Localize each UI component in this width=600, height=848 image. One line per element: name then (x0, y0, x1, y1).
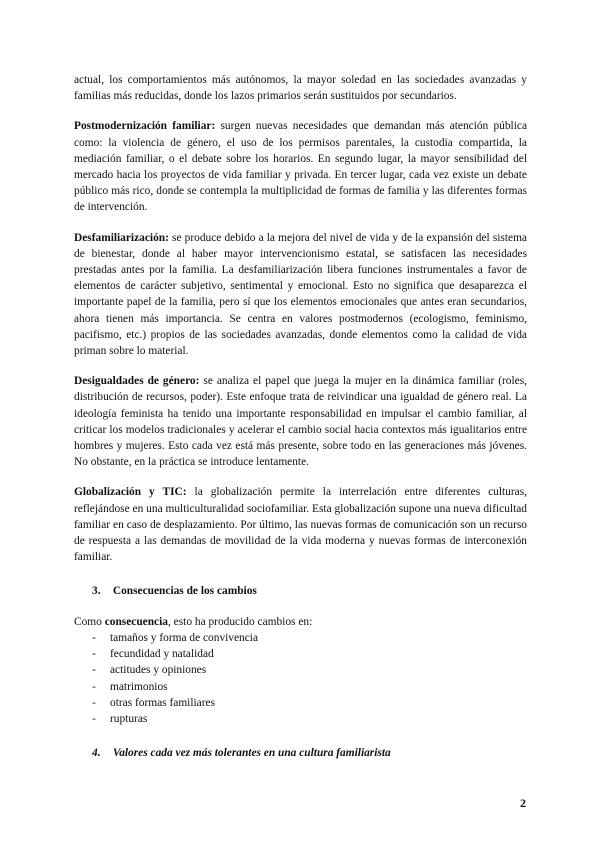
lead-text-after: , esto ha producido cambios en: (167, 615, 313, 628)
section-heading-4 (92, 745, 527, 761)
paragraph-desfamiliarizacion (74, 230, 527, 360)
page-number: 2 (520, 796, 526, 810)
page-body (74, 72, 527, 761)
term-globalizacion: Globalización y TIC: (74, 486, 187, 499)
list-item: - tamaños y forma de convivencia (74, 630, 527, 646)
term-postmodernizacion: Postmodernización familiar: (74, 120, 216, 133)
paragraph-desigualdades (74, 373, 527, 470)
text-postmodernizacion: surgen nuevas necesidades que demandan más atención pública como: la violencia de género, el uso de los permisos parentales, la custodia compartida, la mediación familiar, o el debate sobre los horarios. En segundo lugar, la mayor sensibilidad del mercado hacia los proyectos de vida familiar y privada. En tercer lugar, cada vez existe un debate público más rico, donde se contempla la multiplicidad de formas de familia y las diferentes formas de intervención. (74, 120, 528, 214)
paragraph-globalizacion (74, 484, 527, 565)
list-item: - fecundidad y natalidad (74, 646, 527, 662)
consequences-lead (74, 614, 527, 630)
consequences-list (74, 630, 527, 727)
section-heading-3 (92, 583, 527, 599)
section-title-4: Valores cada vez más tolerantes en una cultura familiarista (112, 747, 391, 760)
list-item: - matrimonios (74, 679, 527, 695)
list-item: - actitudes y opiniones (74, 662, 527, 678)
section-title-3: Consecuencias de los cambios (112, 585, 257, 598)
section-number-3: 3. (92, 585, 101, 598)
text-globalizacion: la globalización permite la interrelación entre diferentes culturas, reflejándose en una multiculturalidad sociofamiliar. Esta globalización supone una nueva dificultad familiar en caso de desplazamiento. Por último, las nuevas formas de comunicación son un recurso de respuesta a las demandas de movilidad de la vida moderna y nuevas formas de interconexión familiar. (74, 486, 527, 564)
section-number-4: 4. (92, 747, 101, 760)
list-item: - otras formas familiares (74, 695, 527, 711)
term-desfamiliarizacion: Desfamiliarización: (74, 231, 169, 244)
list-item: - rupturas (74, 711, 527, 727)
intro-paragraph: actual, los comportamientos más autónomos, la mayor soledad en las sociedades avanzadas y familias más reducidas, donde los lazos primarios serán sustituidos por secundarios. (74, 74, 527, 103)
text-desigualdades: se analiza el papel que juega la mujer en la dinámica familiar (roles, distribución de recursos, poder). Este enfoque trata de reivindicar una igualdad de género real. La ideología feminista ha tenido una importante responsabilidad en impulsar el cambio familiar, al criticar los modelos tradicionales y acelerar el cambio social hacia contextos más igualitarios entre hombres y mujeres. Esto cada vez está más presente, sobre todo en las generaciones más jóvenes. No obstante, en la práctica se introduce lentamente. (74, 375, 527, 469)
lead-text-bold: consecuencia (104, 615, 168, 628)
lead-text-before: Como (74, 615, 105, 628)
term-desigualdades: Desigualdades de género: (74, 375, 200, 388)
paragraph-postmodernizacion (74, 118, 527, 215)
text-desfamiliarizacion: se produce debido a la mejora del nivel de vida y de la expansión del sistema de bienestar, donde al haber mayor intervencionismo estatal, se satisfacen las necesidades prestadas antes por la familia. La desfamiliarización libera funciones instrumentales a favor de elementos de carácter subjetivo, sentimental y emocional. Esto no significa que desaparezca el importante papel de la familia, pero sí que los elementos emocionales que antes eran secundarios, ahora tienen más importancia. Se centra en valores postmodernos (ecologismo, feminismo, pacifismo, etc.) propios de las sociedades avanzadas, donde elementos como la calidad de vida priman sobre lo material. (74, 231, 527, 358)
